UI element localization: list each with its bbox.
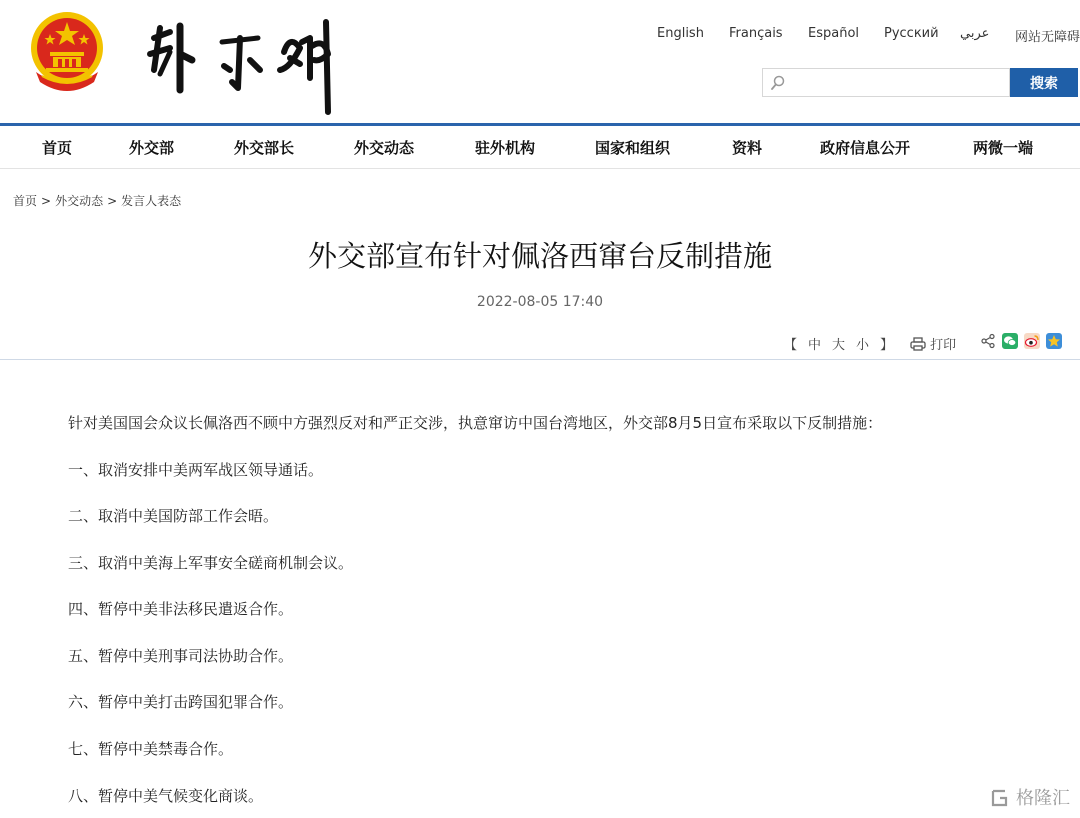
accessibility-link[interactable]: 网站无障碍 bbox=[1015, 30, 1080, 45]
wechat-icon[interactable] bbox=[1002, 333, 1018, 349]
font-size-selector bbox=[784, 334, 893, 353]
breadcrumb-news[interactable]: 外交动态 bbox=[55, 194, 104, 208]
lang-russian-link[interactable]: Русский bbox=[884, 26, 939, 41]
nav-item-home[interactable]: 首页 bbox=[42, 139, 73, 157]
language-bar bbox=[0, 26, 1080, 46]
article-title: 外交部宣布针对佩洛西窜台反制措施 bbox=[307, 239, 772, 273]
print-button[interactable] bbox=[910, 334, 956, 353]
article-divider bbox=[0, 359, 1080, 360]
article-paragraph: 二、取消中美国防部工作会晤。 bbox=[68, 507, 279, 525]
search-button[interactable]: 搜索 bbox=[1010, 68, 1078, 97]
share-bar bbox=[978, 333, 1062, 349]
nav-item-minister[interactable]: 外交部长 bbox=[234, 139, 295, 157]
article-paragraph: 四、暂停中美非法移民遣返合作。 bbox=[68, 600, 294, 618]
national-emblem-icon[interactable] bbox=[28, 10, 106, 92]
printer-icon bbox=[910, 337, 926, 351]
gelonghui-logo-icon bbox=[990, 789, 1010, 807]
nav-item-countries[interactable]: 国家和组织 bbox=[595, 139, 671, 157]
site-header bbox=[0, 0, 1080, 124]
weibo-icon[interactable] bbox=[1024, 333, 1040, 349]
article-paragraph: 三、取消中美海上军事安全磋商机制会议。 bbox=[68, 554, 354, 572]
article-paragraph: 八、暂停中美气候变化商谈。 bbox=[68, 787, 264, 805]
article-paragraph: 五、暂停中美刑事司法协助合作。 bbox=[68, 647, 294, 665]
lang-arabic-link[interactable]: عربي bbox=[960, 26, 990, 41]
nav-divider bbox=[0, 168, 1080, 169]
article-paragraph: 一、取消安排中美两军战区领导通话。 bbox=[68, 461, 324, 479]
share-icon[interactable] bbox=[980, 333, 996, 349]
breadcrumb bbox=[13, 192, 181, 209]
nav-item-gov-info[interactable]: 政府信息公开 bbox=[820, 139, 911, 157]
lang-spanish-link[interactable]: Español bbox=[808, 26, 860, 41]
breadcrumb-home[interactable]: 首页 bbox=[13, 194, 38, 208]
lang-french-link[interactable]: Français bbox=[729, 26, 783, 41]
watermark-logo bbox=[990, 784, 1070, 810]
article-tools bbox=[0, 334, 1080, 354]
ministry-calligraphy-logo[interactable] bbox=[140, 8, 350, 116]
breadcrumb-separator: > bbox=[41, 194, 52, 208]
bracket-close: 】 bbox=[880, 338, 894, 353]
article-date: 2022-08-05 17:40 bbox=[476, 294, 604, 310]
nav-item-social[interactable]: 两微一端 bbox=[973, 139, 1034, 157]
search-icon bbox=[769, 74, 787, 92]
font-size-small-button[interactable]: 小 bbox=[856, 338, 870, 353]
site-search bbox=[762, 68, 1078, 97]
nav-item-missions[interactable]: 驻外机构 bbox=[475, 139, 536, 157]
article-paragraph: 六、暂停中美打击跨国犯罪合作。 bbox=[68, 693, 294, 711]
nav-item-news[interactable]: 外交动态 bbox=[354, 139, 415, 157]
bracket-open: 【 bbox=[784, 338, 798, 353]
search-input[interactable] bbox=[762, 68, 1010, 97]
article-paragraph: 七、暂停中美禁毒合作。 bbox=[68, 740, 234, 758]
nav-item-resources[interactable]: 资料 bbox=[732, 139, 763, 157]
font-size-medium-button[interactable]: 中 bbox=[808, 338, 822, 353]
qzone-star-icon[interactable] bbox=[1046, 333, 1062, 349]
article-paragraph: 针对美国国会众议长佩洛西不顾中方强烈反对和严正交涉，执意窜访中国台湾地区，外交部8月5日宣布采取以下反制措施： bbox=[68, 414, 883, 432]
lang-english-link[interactable]: English bbox=[657, 26, 704, 41]
breadcrumb-spokesperson[interactable]: 发言人表态 bbox=[121, 194, 182, 208]
print-label: 打印 bbox=[930, 338, 957, 353]
font-size-large-button[interactable]: 大 bbox=[832, 338, 846, 353]
breadcrumb-separator: > bbox=[107, 194, 118, 208]
main-nav bbox=[0, 126, 1080, 168]
watermark-text: 格隆汇 bbox=[1016, 788, 1070, 809]
nav-item-ministry[interactable]: 外交部 bbox=[129, 139, 175, 157]
